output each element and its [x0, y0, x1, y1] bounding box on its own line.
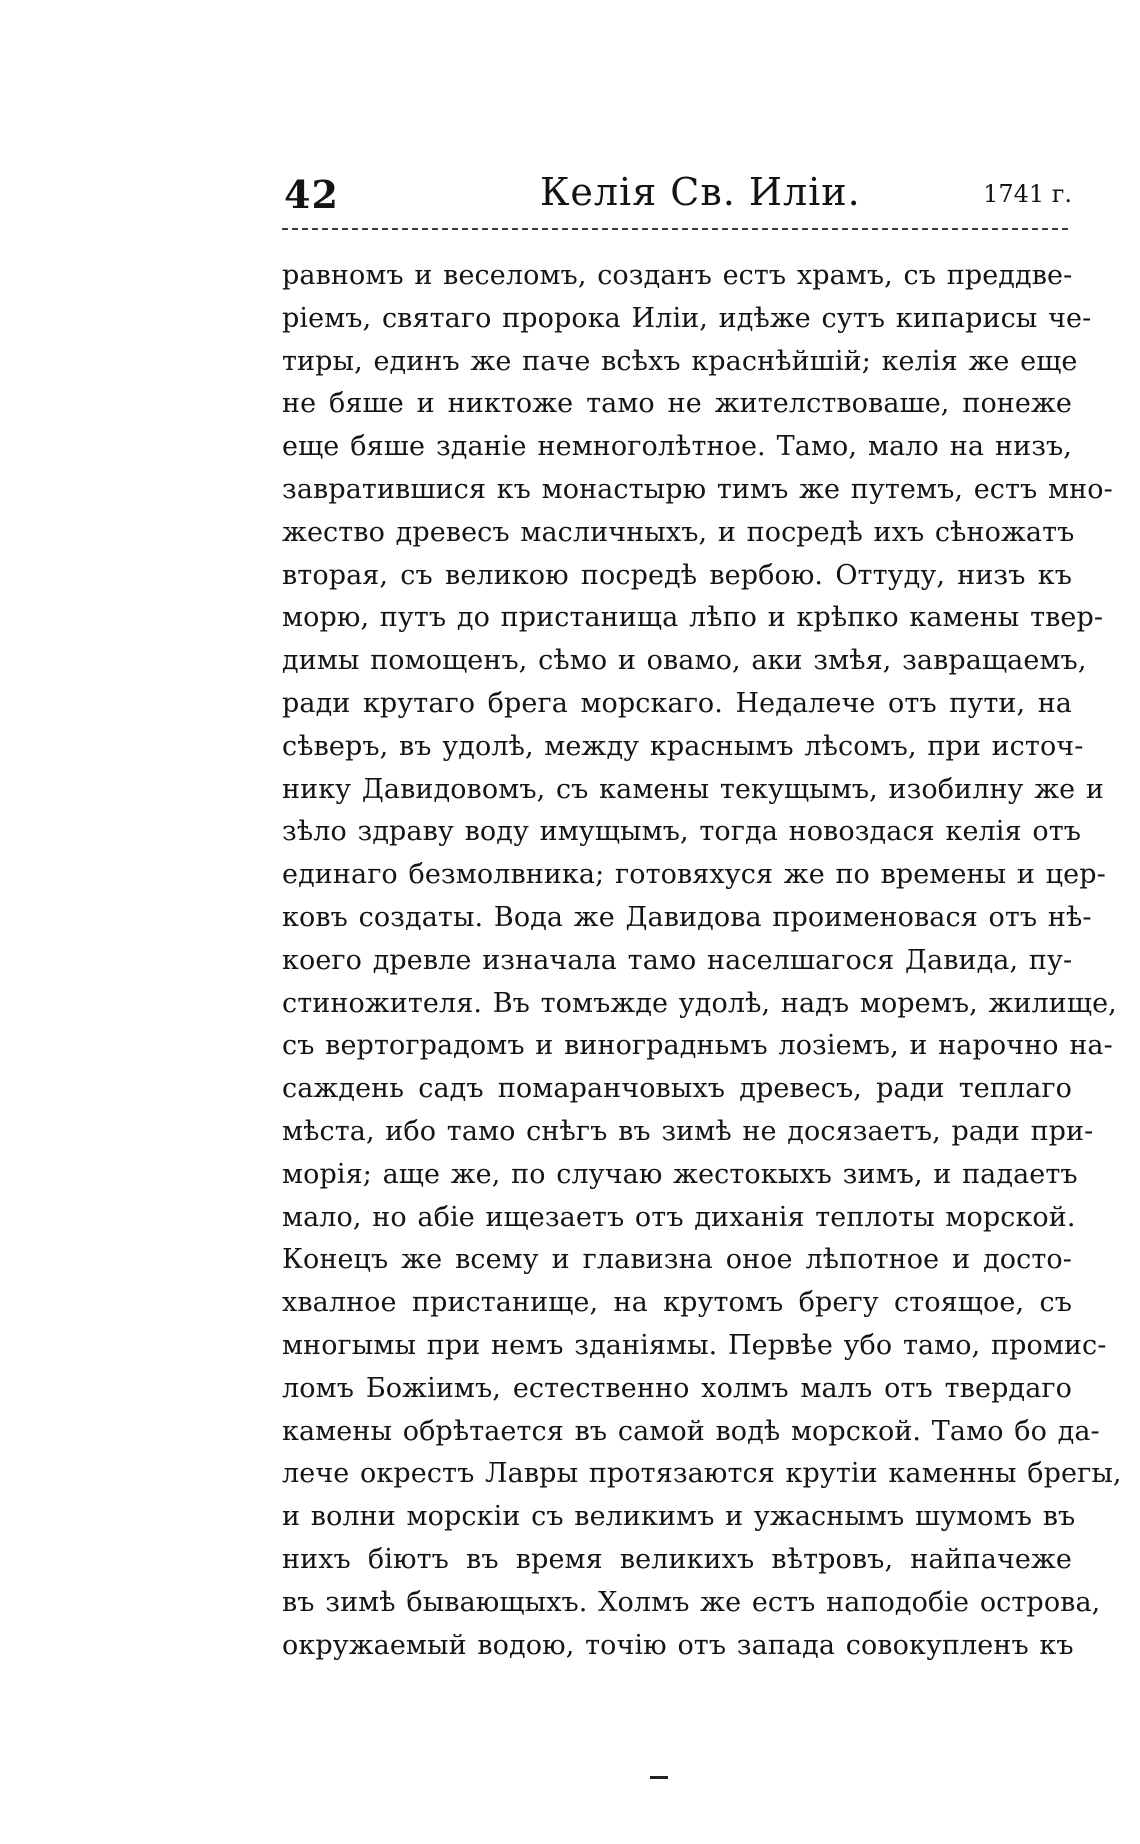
- text-line: нихъ біютъ въ время великихъ вѣтровъ, найпачеже: [282, 1543, 1072, 1575]
- text-line: вторая, съ великою посредѣ вербою. Оттуду, низъ къ: [282, 559, 1072, 591]
- text-line: камены обрѣтается въ самой водѣ морской. Тамо бо да-: [282, 1415, 1100, 1447]
- footer-dash-mark: [650, 1776, 668, 1779]
- text-line: лече окрестъ Лавры протязаются крутіи каменны брегы,: [282, 1458, 1122, 1490]
- text-line: завратившися къ монастырю тимъ же путемъ, естъ мно-: [282, 473, 1113, 505]
- text-line: саждень садъ помаранчовыхъ древесъ, ради теплаго: [282, 1073, 1072, 1105]
- running-title: Келія Св. Иліи.: [540, 170, 861, 214]
- text-line: многымы при немъ зданіямы. Первѣе убо тамо, промис-: [282, 1329, 1107, 1361]
- text-line: зѣло здраву воду имущымъ, тогда новоздася келія отъ: [282, 816, 1082, 848]
- text-line: димы помощенъ, сѣмо и овамо, аки змѣя, завращаемъ,: [282, 645, 1087, 677]
- text-line: единаго безмолвника; готовяхуся же по времены и цер-: [282, 859, 1106, 891]
- text-line: еще бяше зданіе немноголѣтное. Тамо, мало на низъ,: [282, 431, 1072, 463]
- text-line: сѣверъ, въ удолѣ, между краснымъ лѣсомъ, при источ-: [282, 730, 1084, 762]
- text-line: не бяше и никтоже тамо не жителствоваше, понеже: [282, 388, 1072, 420]
- text-line: морія; аще же, по случаю жестокыхъ зимъ, и падаетъ: [282, 1158, 1078, 1190]
- text-line: ради крутаго брега морскаго. Недалече отъ пути, на: [282, 687, 1072, 719]
- page-header: [282, 168, 1072, 224]
- text-line: жество древесъ масличныхъ, и посредѣ ихъ сѣножатъ: [282, 516, 1075, 548]
- text-line: морю, путъ до пристанища лѣпо и крѣпко камены твер-: [282, 602, 1104, 634]
- text-line: окружаемый водою, точію отъ запада совокупленъ къ: [282, 1629, 1074, 1661]
- text-line: равномъ и веселомъ, созданъ естъ храмъ, съ преддве-: [282, 260, 1073, 291]
- text-line: ломъ Божіимъ, естественно холмъ малъ отъ твердаго: [282, 1372, 1072, 1404]
- text-line: ріемъ, святаго пророка Иліи, идѣже сутъ кипарисы че-: [282, 302, 1092, 334]
- text-line: коего древле изначала тамо населшагося Давида, пу-: [282, 944, 1073, 976]
- text-line: стиножителя. Въ томъжде удолѣ, надъ моремъ, жилище,: [282, 987, 1117, 1019]
- text-line: мало, но абіе ищезаетъ отъ диханія теплоты морской.: [282, 1201, 1076, 1233]
- page-number: 42: [284, 172, 339, 217]
- text-line: ковъ создаты. Вода же Давидова прoименовася отъ нѣ-: [282, 901, 1092, 933]
- body-text: [282, 255, 1122, 1667]
- text-line: Конецъ же всему и главизна оное лѣпотное и досто-: [282, 1244, 1072, 1276]
- text-line: съ вертоградомъ и виноградньмъ лозіемъ, и нарочно на-: [282, 1030, 1113, 1062]
- text-line: и волни морскіи съ великимъ и ужаснымъ шумомъ въ: [282, 1501, 1076, 1533]
- text-line: тиры, единъ же паче всѣхъ краснѣйшій; келія же еще: [282, 345, 1078, 377]
- text-line: нику Давидовомъ, съ камены текущымъ, изобилну же и: [282, 773, 1105, 805]
- header-year: 1741 г.: [983, 180, 1072, 208]
- text-line: мѣста, ибо тамо снѣгъ въ зимѣ не досязаетъ, ради при-: [282, 1115, 1094, 1147]
- text-line: въ зимѣ бывающыхъ. Холмъ же естъ наподобіе острова,: [282, 1586, 1101, 1618]
- header-divider: [282, 228, 1068, 230]
- text-line: хвалное пристанище, на крутомъ брегу стоящое, съ: [282, 1287, 1072, 1319]
